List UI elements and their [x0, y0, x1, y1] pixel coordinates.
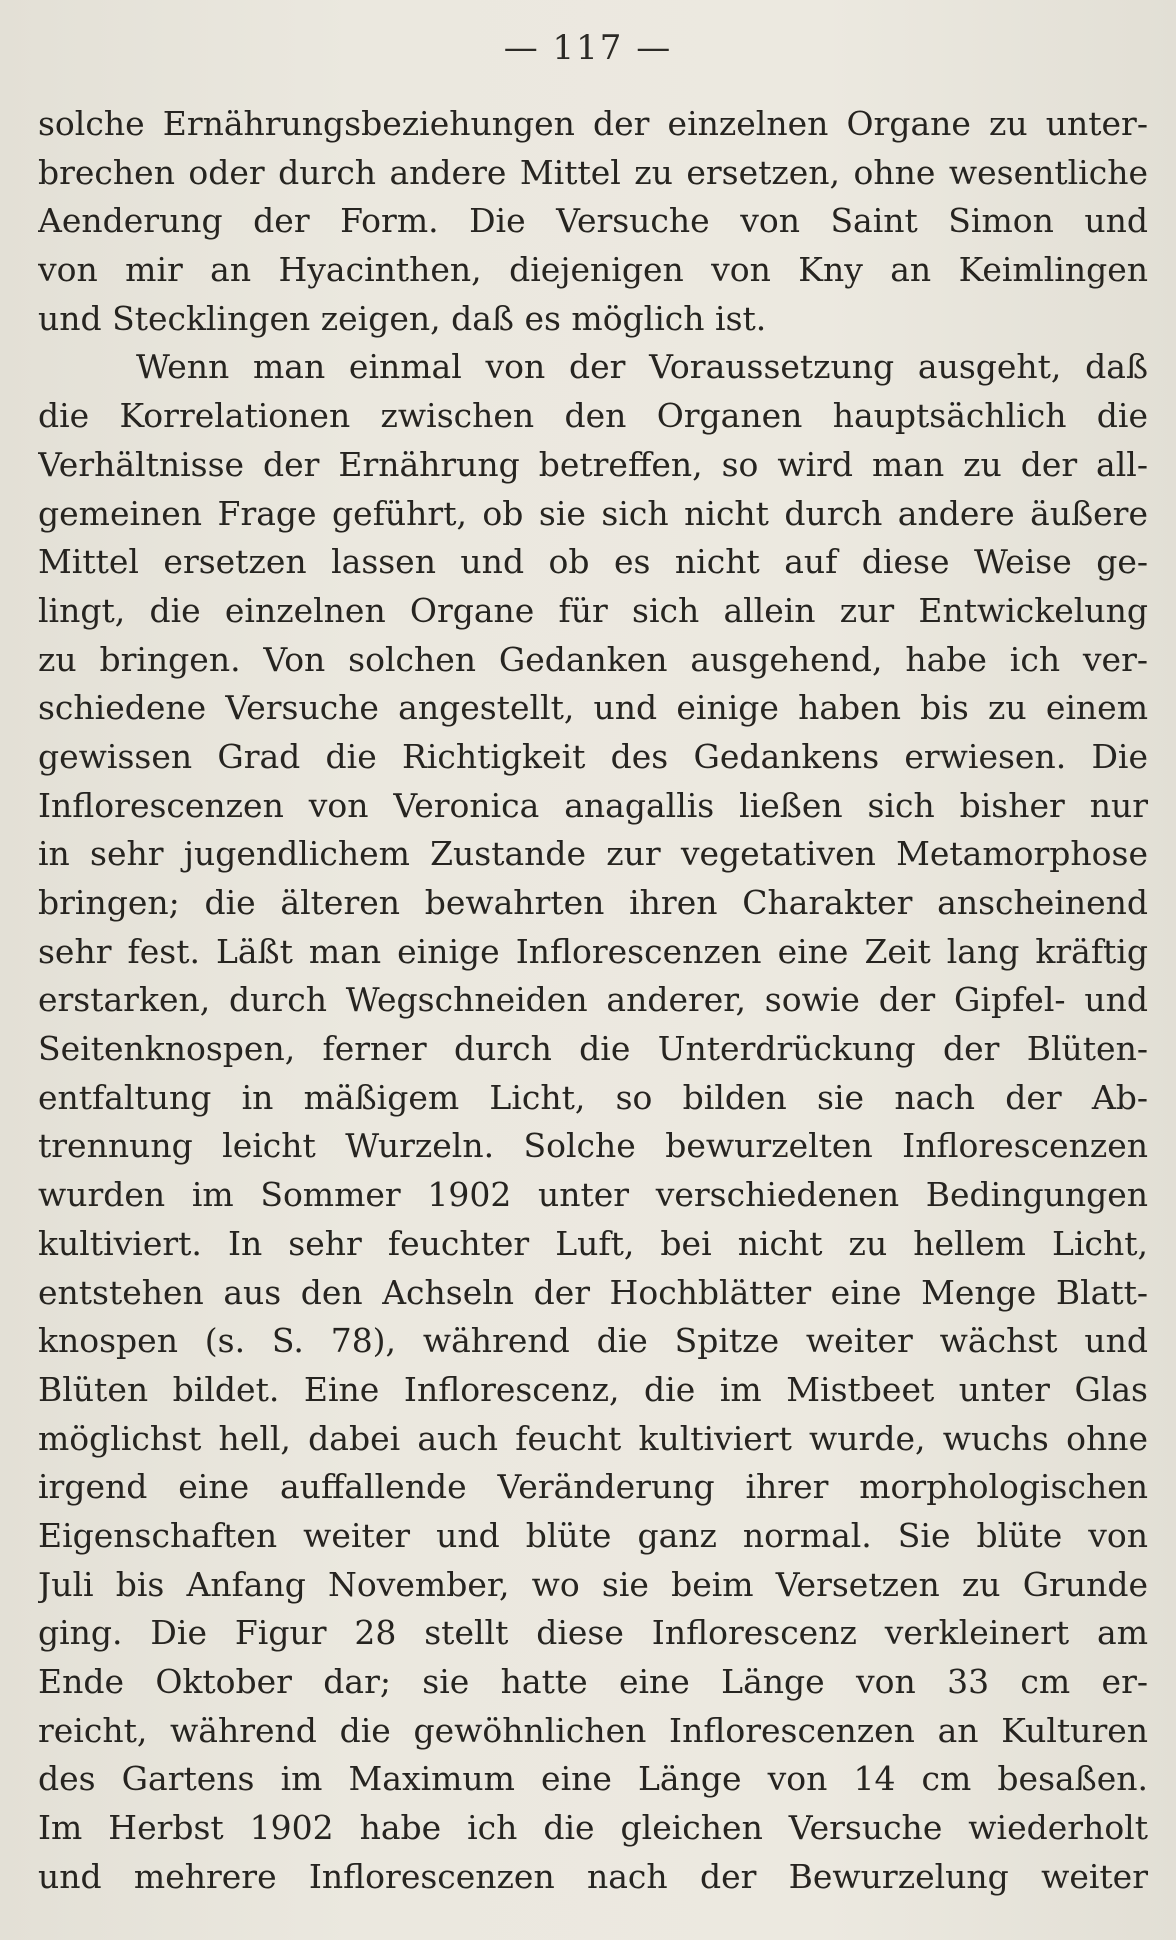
- text-line: reicht, während die gewöhnlichen Inflorescenzen an Kulturen: [38, 1710, 1148, 1750]
- text-line: Blüten bildet. Eine Inflorescenz, die im Mistbeet unter Glas: [38, 1369, 1148, 1409]
- paragraph-1: [38, 100, 1148, 343]
- text-line: und Stecklingen zeigen, daß es möglich ist.: [38, 298, 767, 338]
- text-line: gewissen Grad die Richtigkeit des Gedankens erwiesen. Die: [38, 736, 1148, 776]
- text-line: wurden im Sommer 1902 unter verschiedenen Bedingungen: [38, 1175, 1148, 1215]
- text-line: Wenn man einmal von der Voraussetzung ausgeht, daß: [136, 347, 1148, 387]
- text-line: entstehen aus den Achseln der Hochblätter eine Menge Blatt-: [38, 1272, 1148, 1312]
- text-line: sehr fest. Läßt man einige Inflorescenzen eine Zeit lang kräftig: [38, 931, 1148, 971]
- text-line: Juli bis Anfang November, wo sie beim Versetzen zu Grunde: [38, 1564, 1148, 1604]
- text-line: möglichst hell, dabei auch feucht kultiviert wurde, wuchs ohne: [38, 1418, 1148, 1458]
- text-line: Im Herbst 1902 habe ich die gleichen Versuche wiederholt: [38, 1808, 1148, 1848]
- body-text: [38, 100, 1148, 1901]
- text-line: kultiviert. In sehr feuchter Luft, bei nicht zu hellem Licht,: [38, 1223, 1148, 1263]
- text-line: ging. Die Figur 28 stellt diese Inflorescenz verkleinert am: [38, 1613, 1148, 1653]
- text-line: Seitenknospen, ferner durch die Unterdrückung der Blüten-: [38, 1029, 1148, 1069]
- text-line: Eigenschaften weiter und blüte ganz normal. Sie blüte von: [38, 1515, 1148, 1555]
- text-line: Inflorescenzen von Veronica anagallis ließen sich bisher nur: [38, 785, 1148, 825]
- text-line: solche Ernährungsbeziehungen der einzelnen Organe zu unter-: [38, 104, 1148, 143]
- text-line: gemeinen Frage geführt, ob sie sich nicht durch andere äußere: [38, 493, 1148, 533]
- text-line: brechen oder durch andere Mittel zu ersetzen, ohne wesentliche: [38, 152, 1148, 192]
- text-line: erstarken, durch Wegschneiden anderer, sowie der Gipfel- und: [38, 980, 1148, 1020]
- text-line: Verhältnisse der Ernährung betreffen, so wird man zu der all-: [38, 444, 1148, 484]
- text-line: in sehr jugendlichem Zustande zur vegetativen Metamorphose: [38, 834, 1148, 874]
- text-line: Mittel ersetzen lassen und ob es nicht auf diese Weise ge-: [38, 542, 1148, 582]
- text-line: knospen (s. S. 78), während die Spitze weiter wächst und: [38, 1321, 1148, 1361]
- text-line: lingt, die einzelnen Organe für sich allein zur Entwickelung: [38, 590, 1148, 630]
- text-line: bringen; die älteren bewahrten ihren Charakter anscheinend: [38, 883, 1148, 922]
- text-line: zu bringen. Von solchen Gedanken ausgehend, habe ich ver-: [38, 639, 1148, 679]
- paragraph-2: [38, 343, 1148, 1901]
- text-line: und mehrere Inflorescenzen nach der Bewurzelung weiter: [38, 1856, 1148, 1896]
- text-line: des Gartens im Maximum eine Länge von 14 cm besaßen.: [38, 1759, 1148, 1799]
- page-number: — 117 —: [503, 28, 673, 68]
- text-line: entfaltung in mäßigem Licht, so bilden sie nach der Ab-: [38, 1077, 1148, 1117]
- text-line: irgend eine auffallende Veränderung ihrer morphologischen: [38, 1467, 1148, 1507]
- text-line: Ende Oktober dar; sie hatte eine Länge von 33 cm er-: [38, 1662, 1148, 1701]
- text-line: von mir an Hyacinthen, diejenigen von Kny an Keimlingen: [38, 250, 1148, 290]
- text-line: schiedene Versuche angestellt, und einige haben bis zu einem: [38, 688, 1148, 728]
- text-line: Aenderung der Form. Die Versuche von Saint Simon und: [38, 201, 1148, 241]
- text-line: trennung leicht Wurzeln. Solche bewurzelten Inflorescenzen: [38, 1126, 1148, 1166]
- text-line: die Korrelationen zwischen den Organen hauptsächlich die: [38, 396, 1148, 436]
